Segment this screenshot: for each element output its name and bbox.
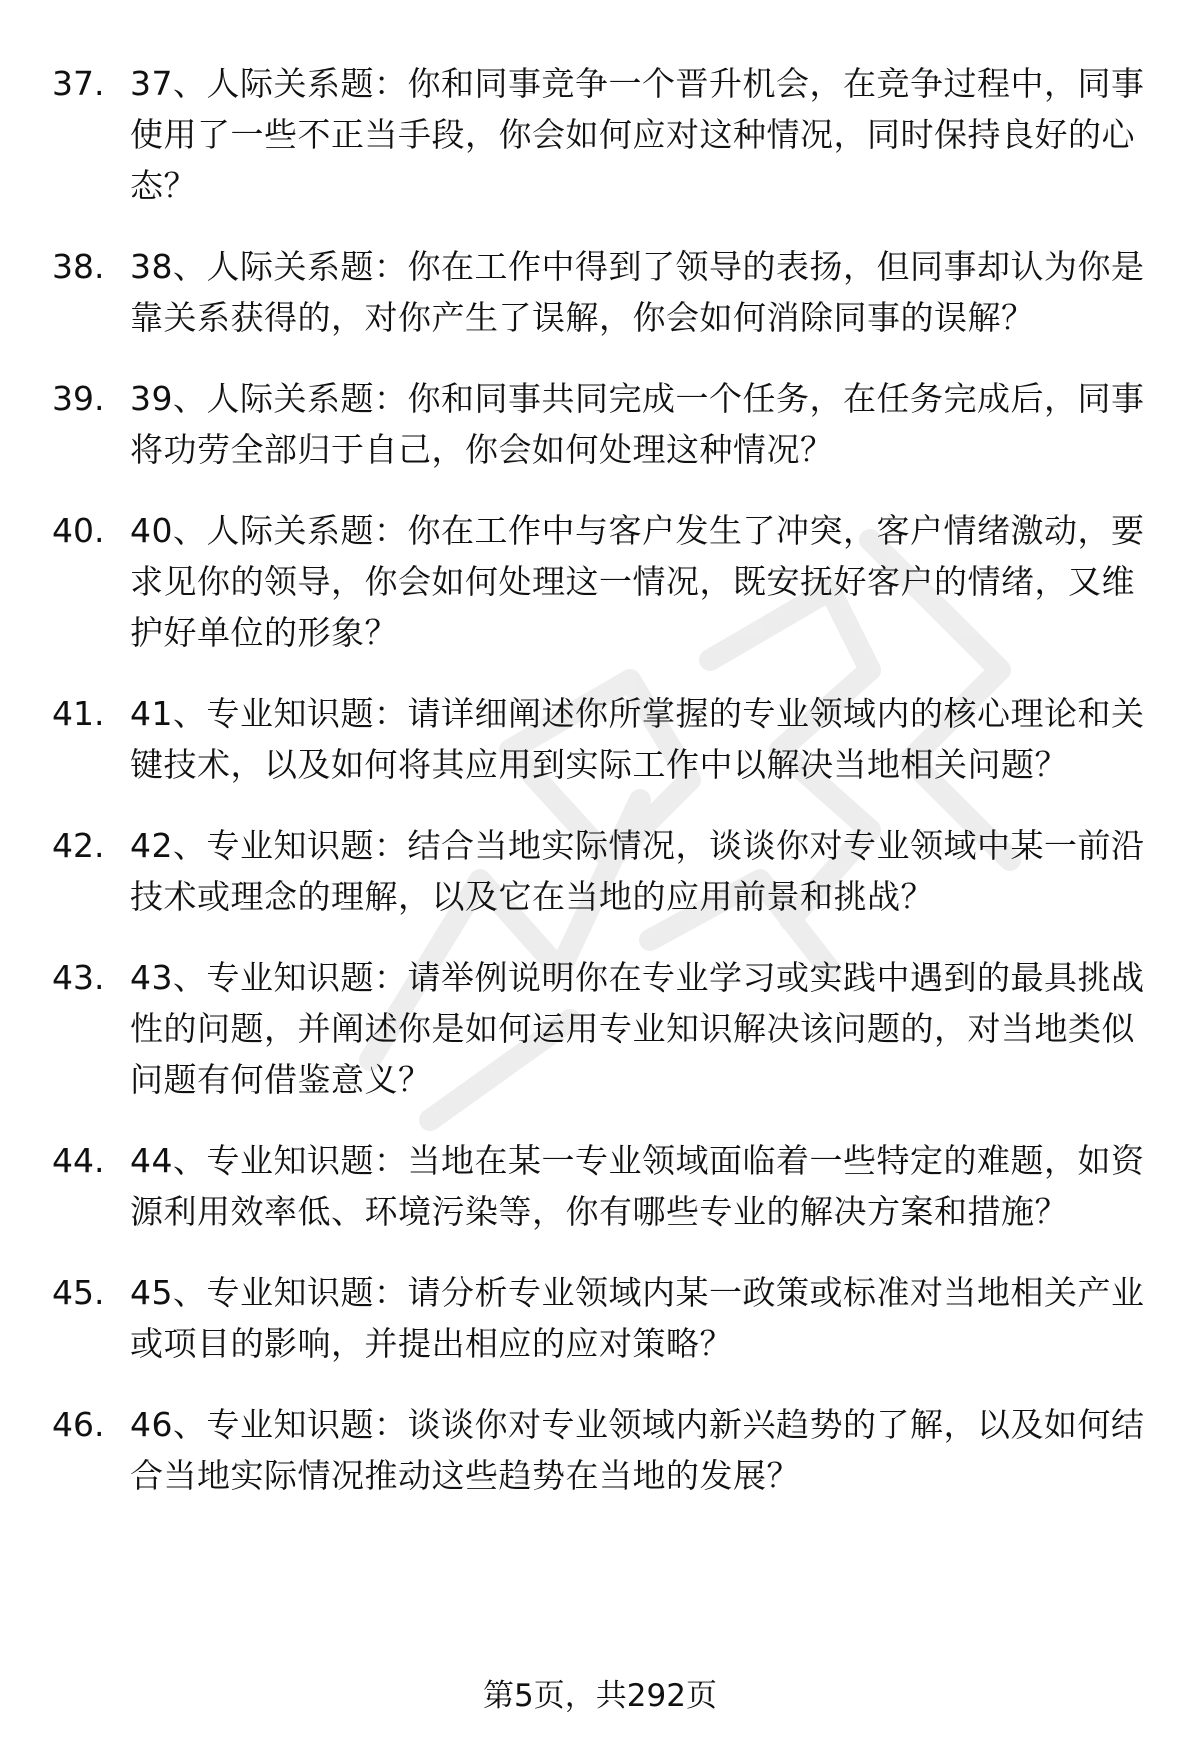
question-item bbox=[0, 58, 1200, 211]
question-text: 45、专业知识题：请分析专业领域内某一政策或标准对当地相关产业或项目的影响，并提出相应的应对策略？ bbox=[130, 1273, 1145, 1363]
question-number: 41. bbox=[52, 694, 105, 733]
question-text: 40、人际关系题：你在工作中与客户发生了冲突，客户情绪激动，要求见你的领导，你会如何处理这一情况，既安抚好客户的情绪，又维护好单位的形象？ bbox=[130, 511, 1145, 652]
question-text: 37、人际关系题：你和同事竞争一个晋升机会，在竞争过程中，同事使用了一些不正当手段，你会如何应对这种情况，同时保持良好的心态？ bbox=[130, 64, 1145, 205]
question-item bbox=[0, 373, 1200, 475]
question-text: 38、人际关系题：你在工作中得到了领导的表扬，但同事却认为你是靠关系获得的，对你产生了误解，你会如何消除同事的误解？ bbox=[130, 247, 1145, 337]
question-item bbox=[0, 952, 1200, 1105]
question-text: 39、人际关系题：你和同事共同完成一个任务，在任务完成后，同事将功劳全部归于自己，你会如何处理这种情况？ bbox=[130, 379, 1145, 469]
question-item bbox=[0, 688, 1200, 790]
question-number: 43. bbox=[52, 958, 105, 997]
question-item bbox=[0, 820, 1200, 922]
page-number-label: 第5页，共292页 bbox=[483, 1678, 717, 1714]
question-text: 41、专业知识题：请详细阐述你所掌握的专业领域内的核心理论和关键技术，以及如何将其应用到实际工作中以解决当地相关问题？ bbox=[130, 694, 1145, 784]
question-number: 44. bbox=[52, 1141, 105, 1180]
question-list bbox=[0, 58, 1200, 1531]
question-number: 37. bbox=[52, 64, 105, 103]
question-number: 45. bbox=[52, 1273, 105, 1312]
question-item bbox=[0, 1267, 1200, 1369]
question-item bbox=[0, 241, 1200, 343]
question-text: 46、专业知识题：谈谈你对专业领域内新兴趋势的了解，以及如何结合当地实际情况推动这些趋势在当地的发展？ bbox=[130, 1405, 1145, 1495]
question-number: 40. bbox=[52, 511, 105, 550]
question-number: 46. bbox=[52, 1405, 105, 1444]
question-item bbox=[0, 505, 1200, 658]
question-text: 42、专业知识题：结合当地实际情况，谈谈你对专业领域中某一前沿技术或理念的理解，以及它在当地的应用前景和挑战？ bbox=[130, 826, 1145, 916]
question-number: 39. bbox=[52, 379, 105, 418]
question-item bbox=[0, 1399, 1200, 1501]
page-footer bbox=[0, 1676, 1200, 1716]
question-text: 44、专业知识题：当地在某一专业领域面临着一些特定的难题，如资源利用效率低、环境污染等，你有哪些专业的解决方案和措施？ bbox=[130, 1141, 1145, 1231]
question-item bbox=[0, 1135, 1200, 1237]
question-number: 42. bbox=[52, 826, 105, 865]
question-text: 43、专业知识题：请举例说明你在专业学习或实践中遇到的最具挑战性的问题，并阐述你是如何运用专业知识解决该问题的，对当地类似问题有何借鉴意义？ bbox=[130, 958, 1145, 1099]
question-number: 38. bbox=[52, 247, 105, 286]
